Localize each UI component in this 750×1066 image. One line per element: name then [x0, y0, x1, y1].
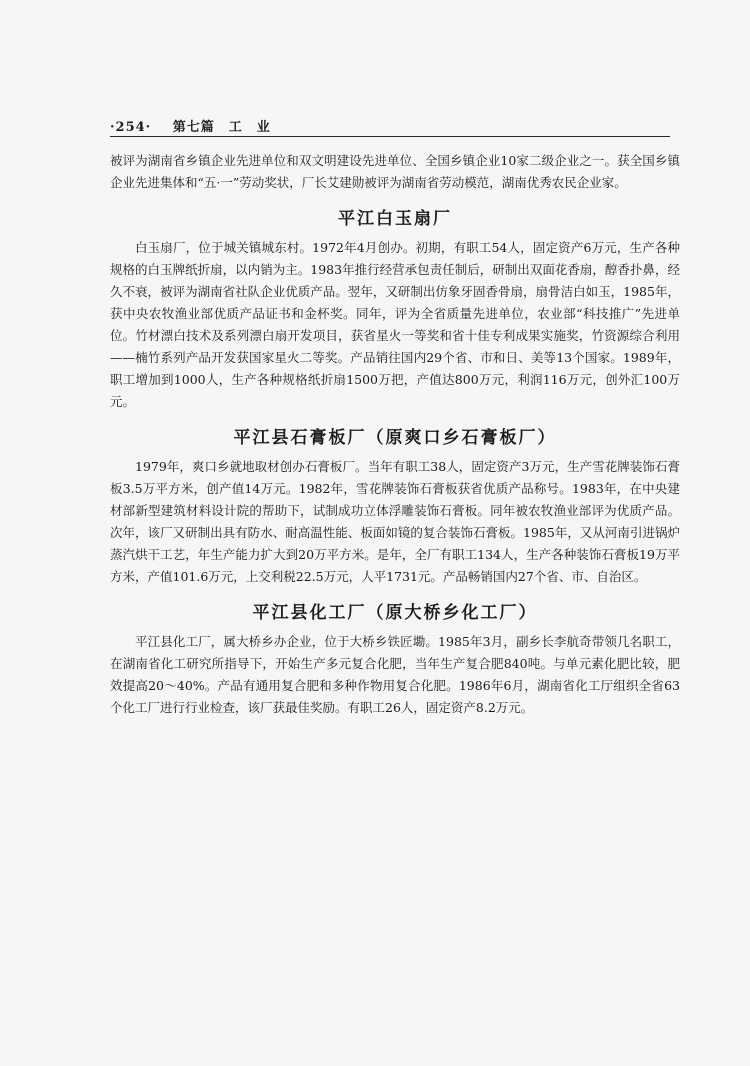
page-content [110, 150, 680, 719]
section-chemical-factory [110, 598, 680, 719]
section-paragraph: 白玉扇厂，位于城关镇城东村。1972年4月创办。初期，有职工54人，固定资产6万元，生产各种规格的白玉牌纸折扇，以内销为主。1983年推行经营承包责任制后，研制出双面花香扇，醇香扑鼻，经久不衰，被评为湖南省社队企业优质产品。翌年，又研制出仿象牙固香骨扇，扇骨洁白如玉，1985年，获中央农牧渔业部优质产品证书和金杯奖。同年，评为全省质量先进单位，农业部“科技推广”先进单位。竹材漂白技术及系列漂白扇开发项目，获省星火一等奖和省十佳专利成果实施奖，竹资源综合利用——楠竹系列产品开发获国家星火二等奖。产品销往国内29个省、市和日、美等13个国家。1989年，职工增加到1000人，生产各种规格纸折扇1500万把，产值达800万元，利润116万元，创外汇100万元。 [110, 240, 680, 409]
section-paragraph: 1979年，爽口乡就地取材创办石膏板厂。当年有职工38人，固定资产3万元，生产雪花牌装饰石膏板3.5万平方米，创产值14万元。1982年，雪花牌装饰石膏板获省优质产品称号。1983年，在中央建材部新型建筑材料设计院的帮助下，试制成功立体浮雕装饰石膏板。同年被农牧渔业部评为优质产品。次年，该厂又研制出具有防水、耐高温性能、板面如镜的复合装饰石膏板。1985年，又从河南引进锅炉蒸汽烘干工艺，年生产能力扩大到20万平方米。是年，全厂有职工134人，生产各种装饰石膏板19万平方米，产值101.6万元，上交利税22.5万元，人平1731元。产品畅销国内27个省、市、自治区。 [110, 459, 680, 584]
section-paragraph: 平江县化工厂，属大桥乡办企业，位于大桥乡铁匠墈。1985年3月，副乡长李航奇带领几名职工，在湖南省化工研究所指导下，开始生产多元复合化肥，当年生产复合肥840吨。与单元素化肥比较，肥效提高20～40%。产品有通用复合肥和多种作物用复合化肥。1986年6月，湖南省化工厅组织全省63个化工厂进行行业检查，该厂获最佳奖励。有职工26人，固定资产8.2万元。 [110, 634, 680, 715]
page-number: ·254· [110, 120, 152, 135]
section-heading: 平江县化工厂（原大桥乡化工厂） [252, 603, 538, 623]
section-heading: 平江白玉扇厂 [338, 209, 452, 229]
section-gypsum-board-factory [110, 423, 680, 588]
section-baiyu-fan-factory [110, 204, 680, 413]
section-title: 第七篇 工 业 [172, 120, 271, 135]
intro-paragraph: 被评为湖南省乡镇企业先进单位和双文明建设先进单位、全国乡镇企业10家二级企业之一。获全国乡镇企业先进集体和“五·一”劳动奖状，厂长艾建勋被评为湖南省劳动模范，湖南优秀农民企业家。 [110, 153, 680, 190]
section-heading: 平江县石膏板厂（原爽口乡石膏板厂） [233, 428, 557, 448]
running-header [110, 116, 670, 135]
header-divider [110, 136, 670, 137]
